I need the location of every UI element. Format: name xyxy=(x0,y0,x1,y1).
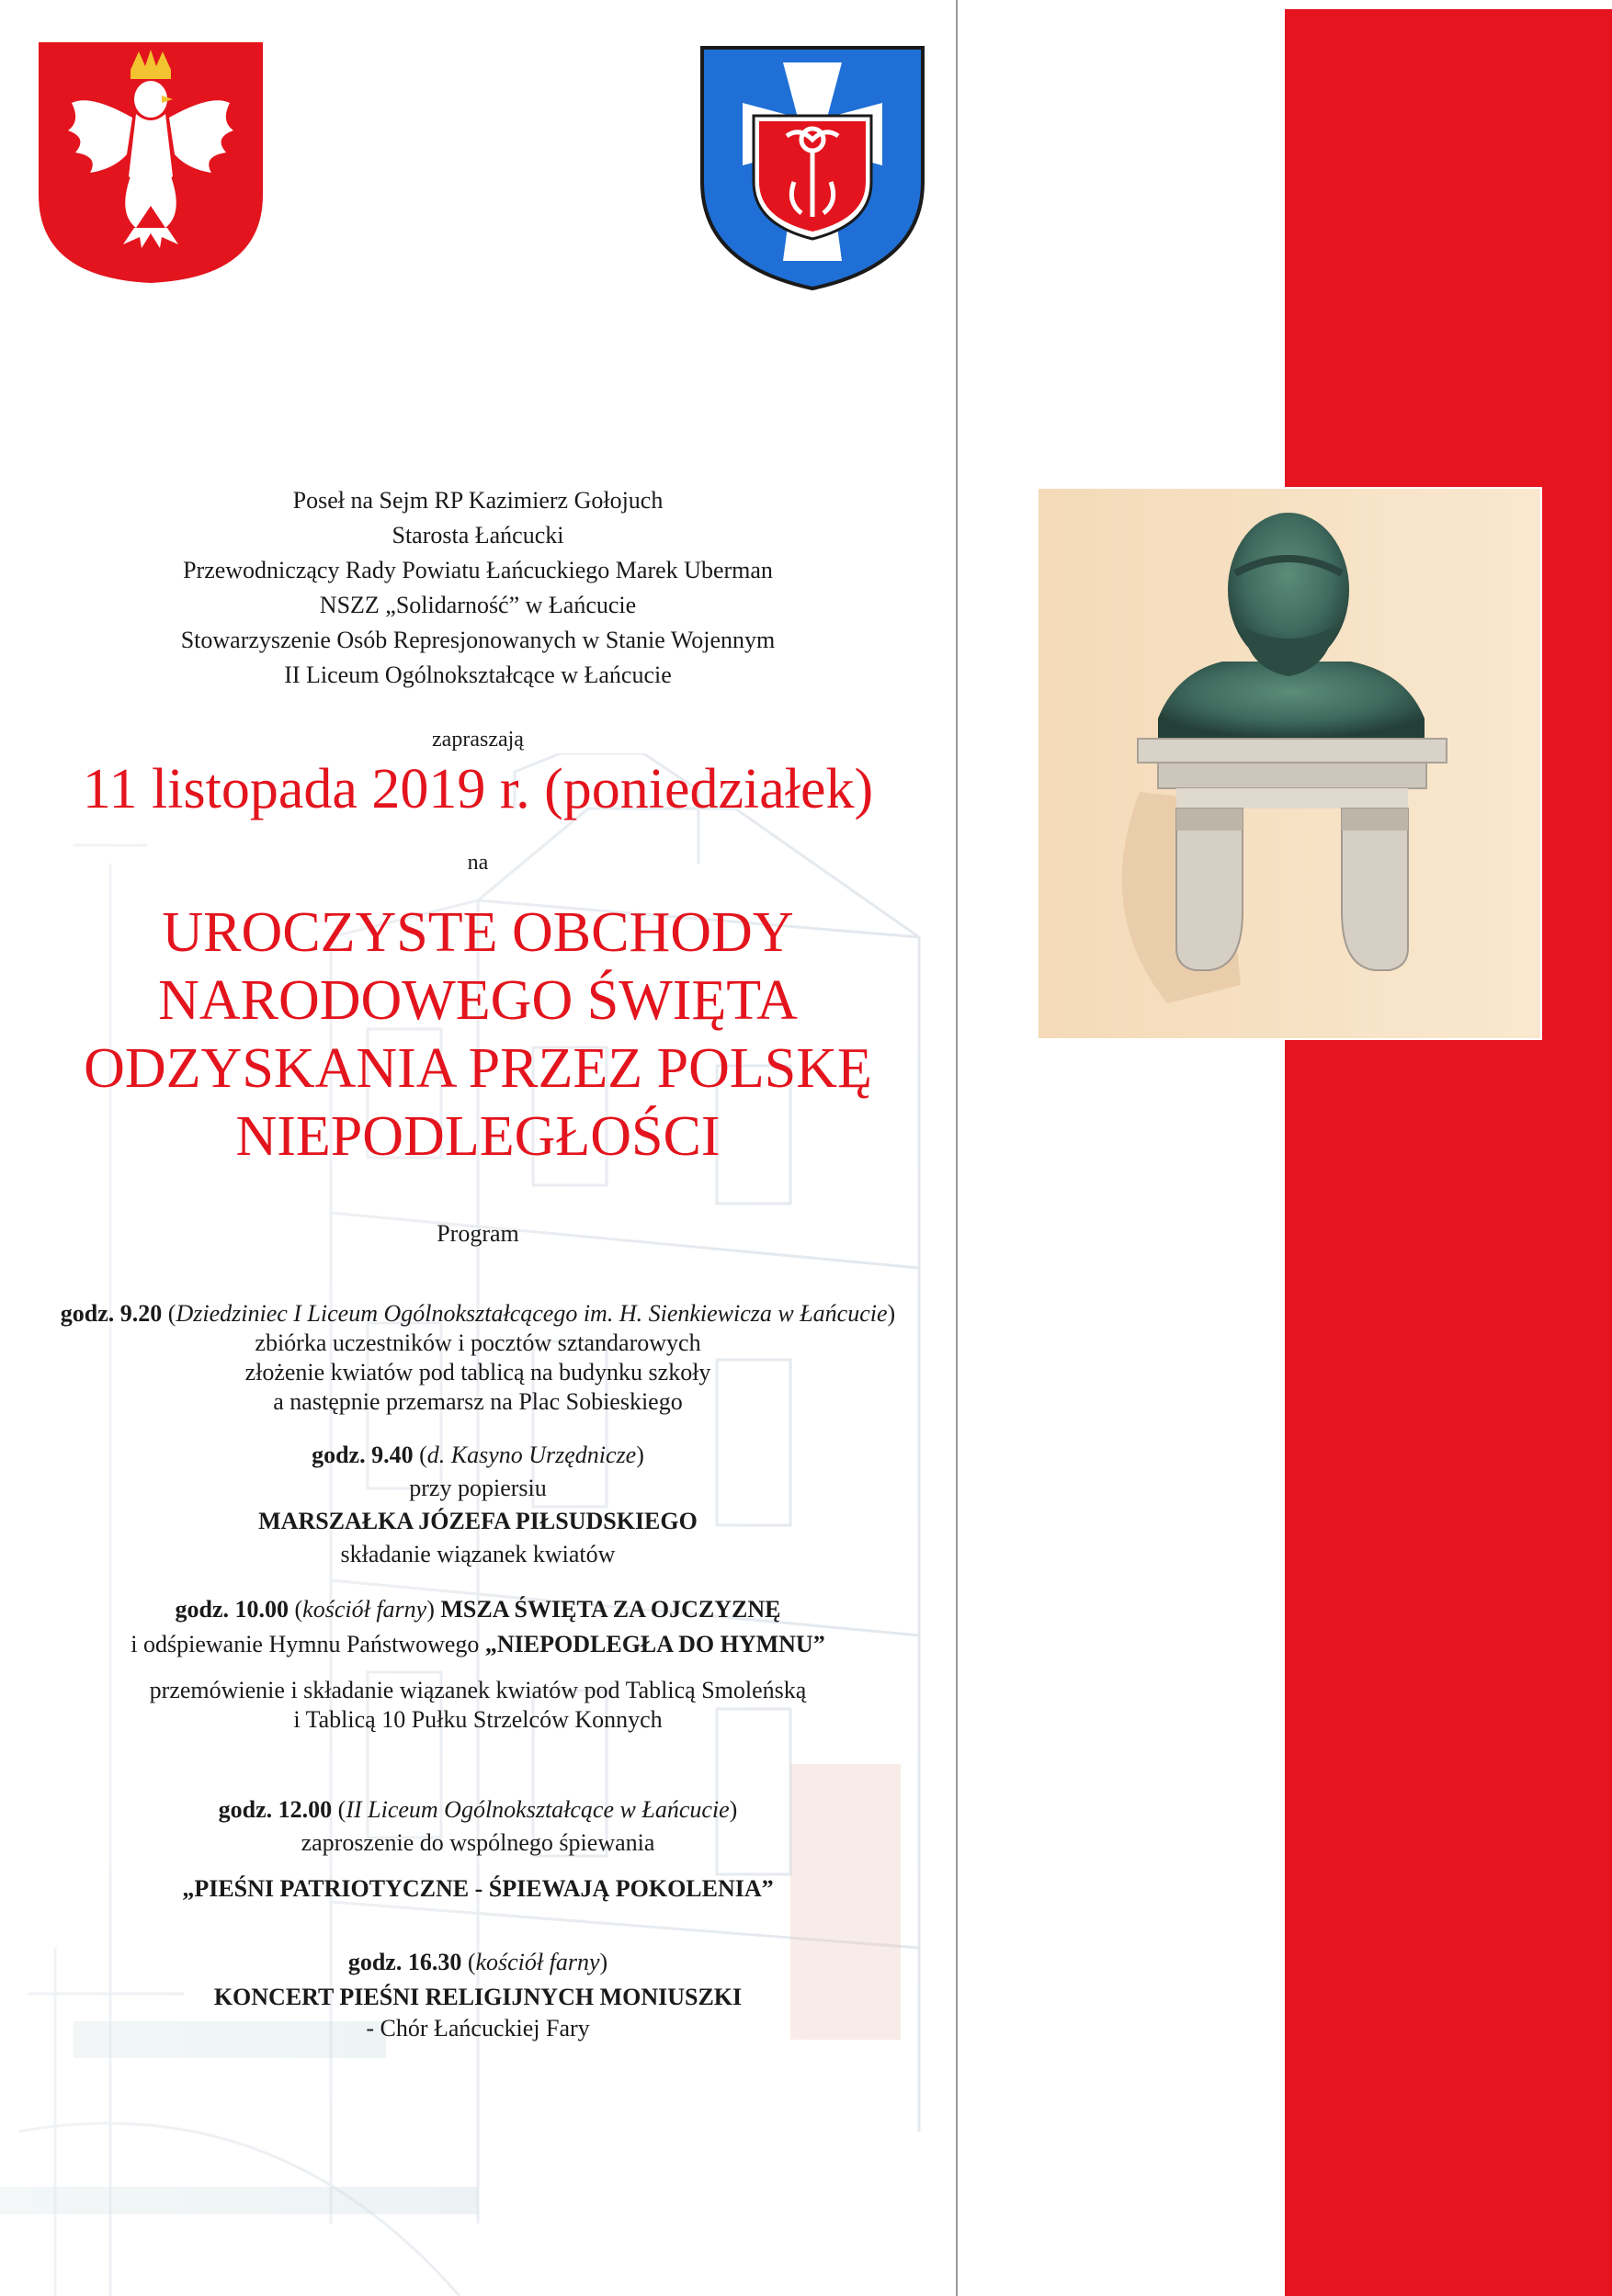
event-3-anthem: i odśpiewanie Hymnu Państwowego „NIEPODLEGŁA DO HYMNU” xyxy=(131,1631,825,1657)
event-1-place: Dziedziniec I Liceum Ogólnokształcącego im. H. Sienkiewicza w Łańcucie xyxy=(176,1300,888,1327)
organizer-line: Stowarzyszenie Osób Represjonowanych w Stanie Wojennym xyxy=(180,627,776,653)
organizer-line: NSZZ „Solidarność” w Łańcucie xyxy=(319,592,637,618)
vertical-divider xyxy=(956,0,958,2296)
event-3-detail: i Tablicą 10 Pułku Strzelców Konnych xyxy=(293,1706,663,1733)
event-5-place: kościół farny xyxy=(475,1949,600,1975)
invite-word: zapraszają xyxy=(432,728,524,752)
event-1-detail: a następnie przemarsz na Plac Sobieskiego xyxy=(273,1388,683,1415)
organizer-line: II Liceum Ogólnokształcące w Łańcucie xyxy=(284,662,672,688)
event-2-title: MARSZAŁKA JÓZEFA PIŁSUDSKIEGO xyxy=(258,1508,698,1534)
headline-line: UROCZYSTE OBCHODY xyxy=(162,901,794,964)
event-4-detail: zaproszenie do wspólnego śpiewania xyxy=(301,1829,655,1856)
program-heading: Program xyxy=(437,1220,519,1247)
event-2-detail: składanie wiązanek kwiatów xyxy=(340,1541,616,1567)
organizer-line: Poseł na Sejm RP Kazimierz Gołojuch xyxy=(292,487,664,514)
event-2-place: d. Kasyno Urzędnicze xyxy=(426,1442,637,1468)
event-3-title: MSZA ŚWIĘTA ZA OJCZYZNĘ xyxy=(440,1596,781,1623)
event-2-time: godz. 9.40 xyxy=(312,1442,414,1468)
event-5-time: godz. 16.30 xyxy=(347,1949,462,1975)
event-4-place: II Liceum Ogólnokształcące w Łańcucie xyxy=(346,1796,730,1823)
event-1-time: godz. 9.20 xyxy=(60,1300,163,1327)
event-5-title: KONCERT PIEŚNI RELIGIJNYCH MONIUSZKI xyxy=(213,1984,743,2010)
event-1-detail: złożenie kwiatów pod tablicą na budynku szkoły xyxy=(244,1359,711,1386)
event-1-detail: zbiórka uczestników i pocztów sztandarowych xyxy=(255,1329,701,1356)
event-3-place: kościół farny xyxy=(302,1596,427,1623)
event-3-time: godz. 10.00 xyxy=(175,1596,289,1623)
na-word: na xyxy=(467,851,489,875)
event-1-header: godz. 9.20 (Dziedziniec I Liceum Ogólnokształcącego im. H. Sienkiewicza w Łańcucie) xyxy=(60,1300,896,1327)
event-date: 11 listopada 2019 r. (poniedziałek) xyxy=(82,758,874,820)
event-3-detail: przemówienie i składanie wiązanek kwiatów pod Tablicą Smoleńską xyxy=(149,1677,807,1703)
event-4-header: godz. 12.00 (II Liceum Ogólnokształcące w Łańcucie) xyxy=(218,1796,738,1823)
headline-line: ODZYSKANIA PRZEZ POLSKĘ xyxy=(84,1037,872,1100)
pilsudski-bust-photo xyxy=(1037,487,1542,1040)
event-5-header: godz. 16.30 (kościół farny) xyxy=(347,1949,608,1975)
headline-line: NIEPODLEGŁOŚCI xyxy=(235,1105,721,1168)
red-flag-band xyxy=(1285,9,1612,2296)
event-4-title: „PIEŚNI PATRIOTYCZNE - ŚPIEWAJĄ POKOLENIA” xyxy=(182,1875,774,1902)
headline-line: NARODOWEGO ŚWIĘTA xyxy=(158,969,798,1032)
anthem-title: „NIEPODLEGŁA DO HYMNU” xyxy=(484,1631,825,1657)
event-3-header: godz. 10.00 (kościół farny) MSZA ŚWIĘTA ZA OJCZYZNĘ xyxy=(175,1596,781,1623)
organizer-line: Starosta Łańcucki xyxy=(392,522,564,549)
organizer-line: Przewodniczący Rady Powiatu Łańcuckiego Marek Uberman xyxy=(183,557,773,583)
event-2-header: godz. 9.40 (d. Kasyno Urzędnicze) xyxy=(312,1442,644,1468)
event-5-detail: - Chór Łańcuckiej Fary xyxy=(366,2015,590,2042)
event-4-time: godz. 12.00 xyxy=(218,1796,333,1823)
event-2-detail: przy popiersiu xyxy=(409,1475,547,1501)
